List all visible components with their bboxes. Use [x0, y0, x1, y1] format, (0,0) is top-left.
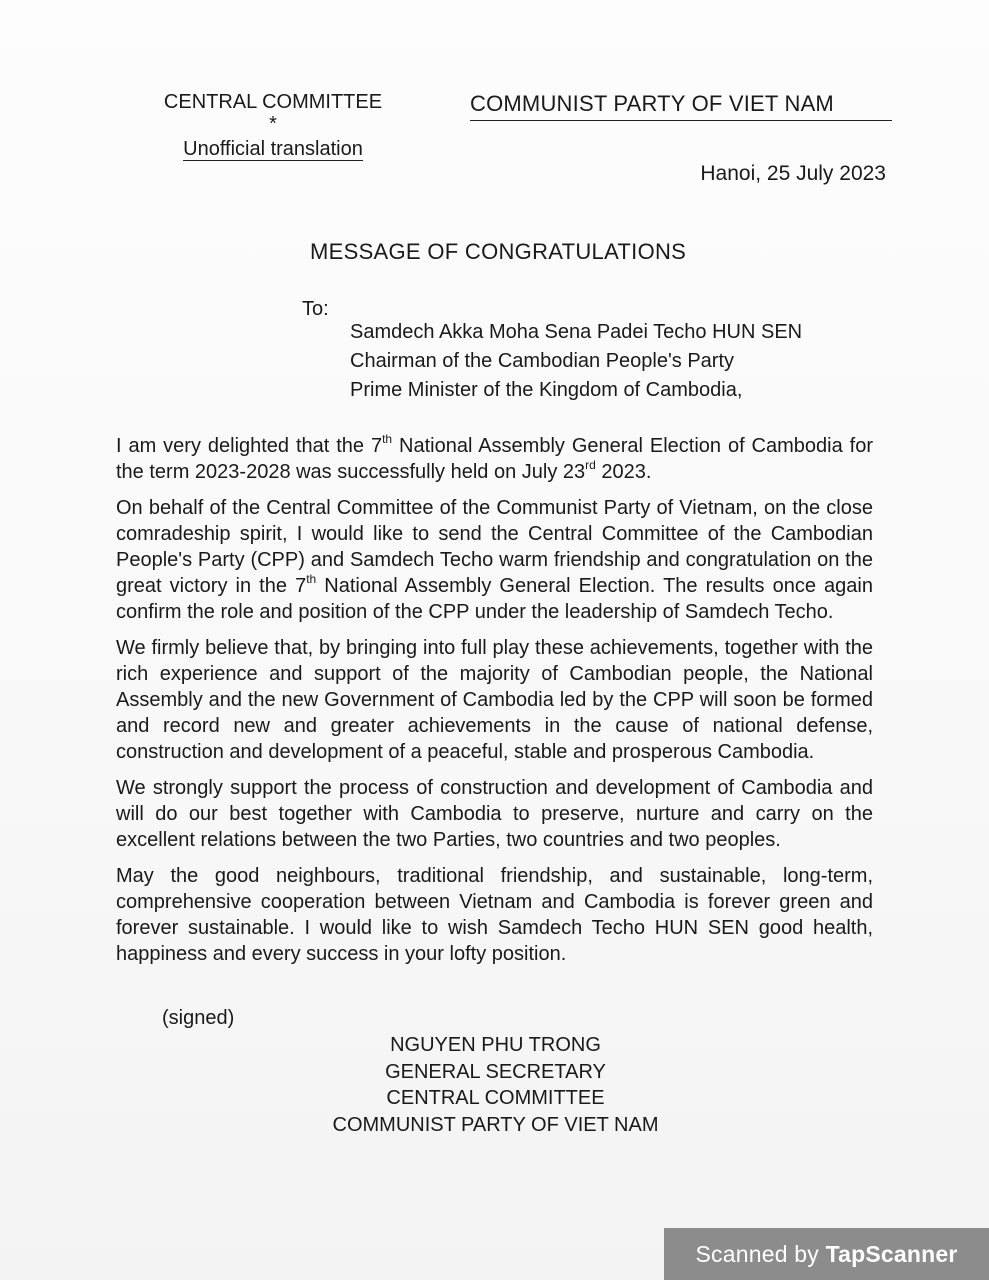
watermark-brand: TapScanner [825, 1241, 958, 1267]
recipient-block [350, 318, 802, 405]
ordinal-suffix: th [382, 432, 393, 446]
party-header [470, 90, 892, 121]
signatory-committee: CENTRAL COMMITTEE [386, 1087, 605, 1109]
signatory-name: NGUYEN PHU TRONG [390, 1034, 601, 1056]
star-mark: * [269, 113, 277, 135]
signed-note: (signed) [162, 1007, 235, 1029]
recipient-label: To: [302, 298, 329, 320]
letter-date: Hanoi, 25 July 2023 [700, 162, 886, 185]
body-text: National Assembly General Election. The results once again confirm the role and position of the CPP under the leadership of Samdech Techo. [116, 575, 873, 623]
unofficial-translation-note: Unofficial translation [183, 138, 363, 160]
watermark-prefix: Scanned by [695, 1241, 826, 1267]
ordinal-suffix: rd [585, 458, 596, 472]
ordinal-suffix: th [306, 572, 317, 586]
scanner-watermark [664, 1228, 989, 1280]
signatory-position: GENERAL SECRETARY [385, 1060, 606, 1083]
body-text: On behalf of the Central Committee of the Communist Party of Vietnam, on the close comradeship spirit, I would like to send the Central Committee of the Cambodian People's Party (CPP) and Samdech Techo warm friendship and congratulation on the great victory in the 7 [116, 497, 873, 597]
signature-block [298, 1032, 693, 1138]
body-paragraph-1 [116, 433, 873, 485]
signatory-party: COMMUNIST PARTY OF VIET NAM [332, 1113, 659, 1136]
recipient-title-party: Chairman of the Cambodian People's Party [350, 350, 735, 372]
body-text: National Assembly General Election of Cambodia for the term 2023-2028 was successfully held on July 23 [116, 435, 873, 483]
body-text: 2023. [595, 461, 652, 483]
body-paragraph-2 [116, 495, 873, 625]
central-committee-heading: CENTRAL COMMITTEE [163, 91, 383, 113]
letter-title: MESSAGE OF CONGRATULATIONS [310, 239, 687, 264]
recipient-title-government: Prime Minister of the Kingdom of Cambodia, [350, 379, 743, 401]
letter-body [116, 433, 873, 977]
body-text: I am very delighted that the 7 [116, 435, 383, 457]
recipient-name: Samdech Akka Moha Sena Padei Techo HUN SEN [350, 321, 803, 343]
party-name-heading: COMMUNIST PARTY OF VIET NAM [470, 90, 892, 121]
body-paragraph-4: We strongly support the process of construction and development of Cambodia and will do our best together with Cambodia to preserve, nurture and carry on the excellent relations between the two Parties, two countries and two peoples. [116, 777, 873, 851]
sender-header [140, 90, 406, 161]
body-paragraph-5: May the good neighbours, traditional friendship, and sustainable, long-term, comprehensive cooperation between Vietnam and Cambodia is forever green and forever sustainable. I would like to wish Samdech Techo HUN SEN good health, happiness and every success in your lofty position. [116, 865, 873, 965]
body-paragraph-3: We firmly believe that, by bringing into full play these achievements, together with the rich experience and support of the majority of Cambodian people, the National Assembly and the new Government of Cambodia led by the CPP will soon be formed and record new and greater achievements in the cause of national defense, construction and development of a peaceful, stable and prosperous Cambodia. [116, 637, 873, 763]
